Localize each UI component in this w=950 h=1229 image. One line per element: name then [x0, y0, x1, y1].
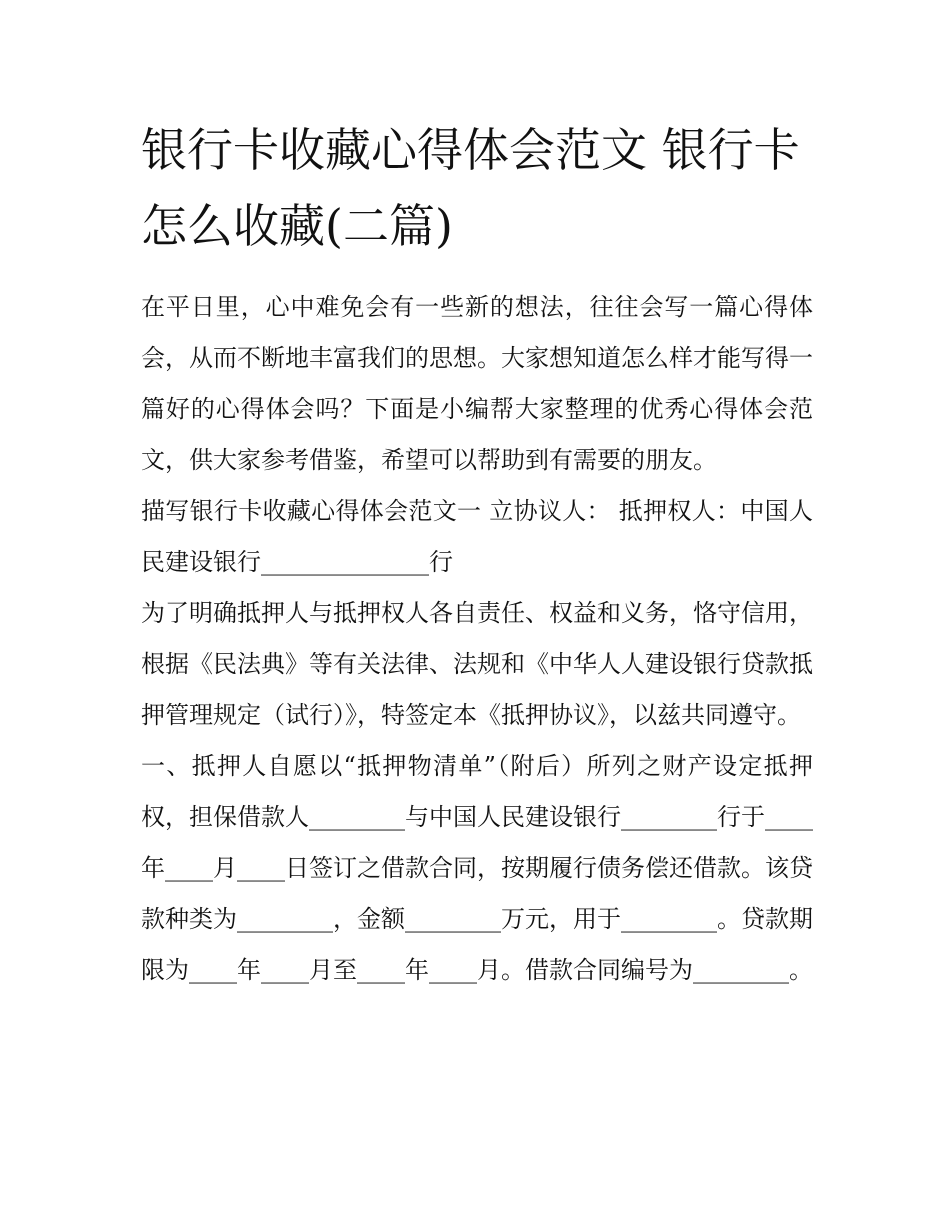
- document-page: [141, 112, 813, 996]
- document-title: 银行卡收藏心得体会范文 银行卡怎么收藏(二篇): [141, 123, 800, 253]
- document-body: [141, 282, 813, 996]
- agreement-parties-paragraph: 描写银行卡收藏心得体会范文一 立协议人： 抵押权人：中国人民建设银行______________行: [141, 497, 813, 576]
- intro-paragraph: 在平日里，心中难免会有一些新的想法，往往会写一篇心得体会，从而不断地丰富我们的思想。大家想知道怎么样才能写得一篇好的心得体会吗？下面是小编帮大家整理的优秀心得体会范文，供大家参考借鉴，希望可以帮助到有需要的朋友。: [141, 293, 813, 474]
- agreement-purpose-paragraph: 为了明确抵押人与抵押权人各自责任、权益和义务，恪守信用，根据《民法典》等有关法律、法规和《中华人人建设银行贷款抵押管理规定（试行）》，特签定本《抵押协议》，以兹共同遵守。: [141, 599, 813, 729]
- clause-one-paragraph: 一、抵押人自愿以“抵押物清单”（附后）所列之财产设定抵押权，担保借款人________与中国人民建设银行________行于____年____月____日签订之借款合同，按期履行债务偿还借款。该贷款种类为________，金额________万元，用于________。贷款期限为____年____月至____年____月。借款合同编号为________。: [141, 752, 813, 984]
